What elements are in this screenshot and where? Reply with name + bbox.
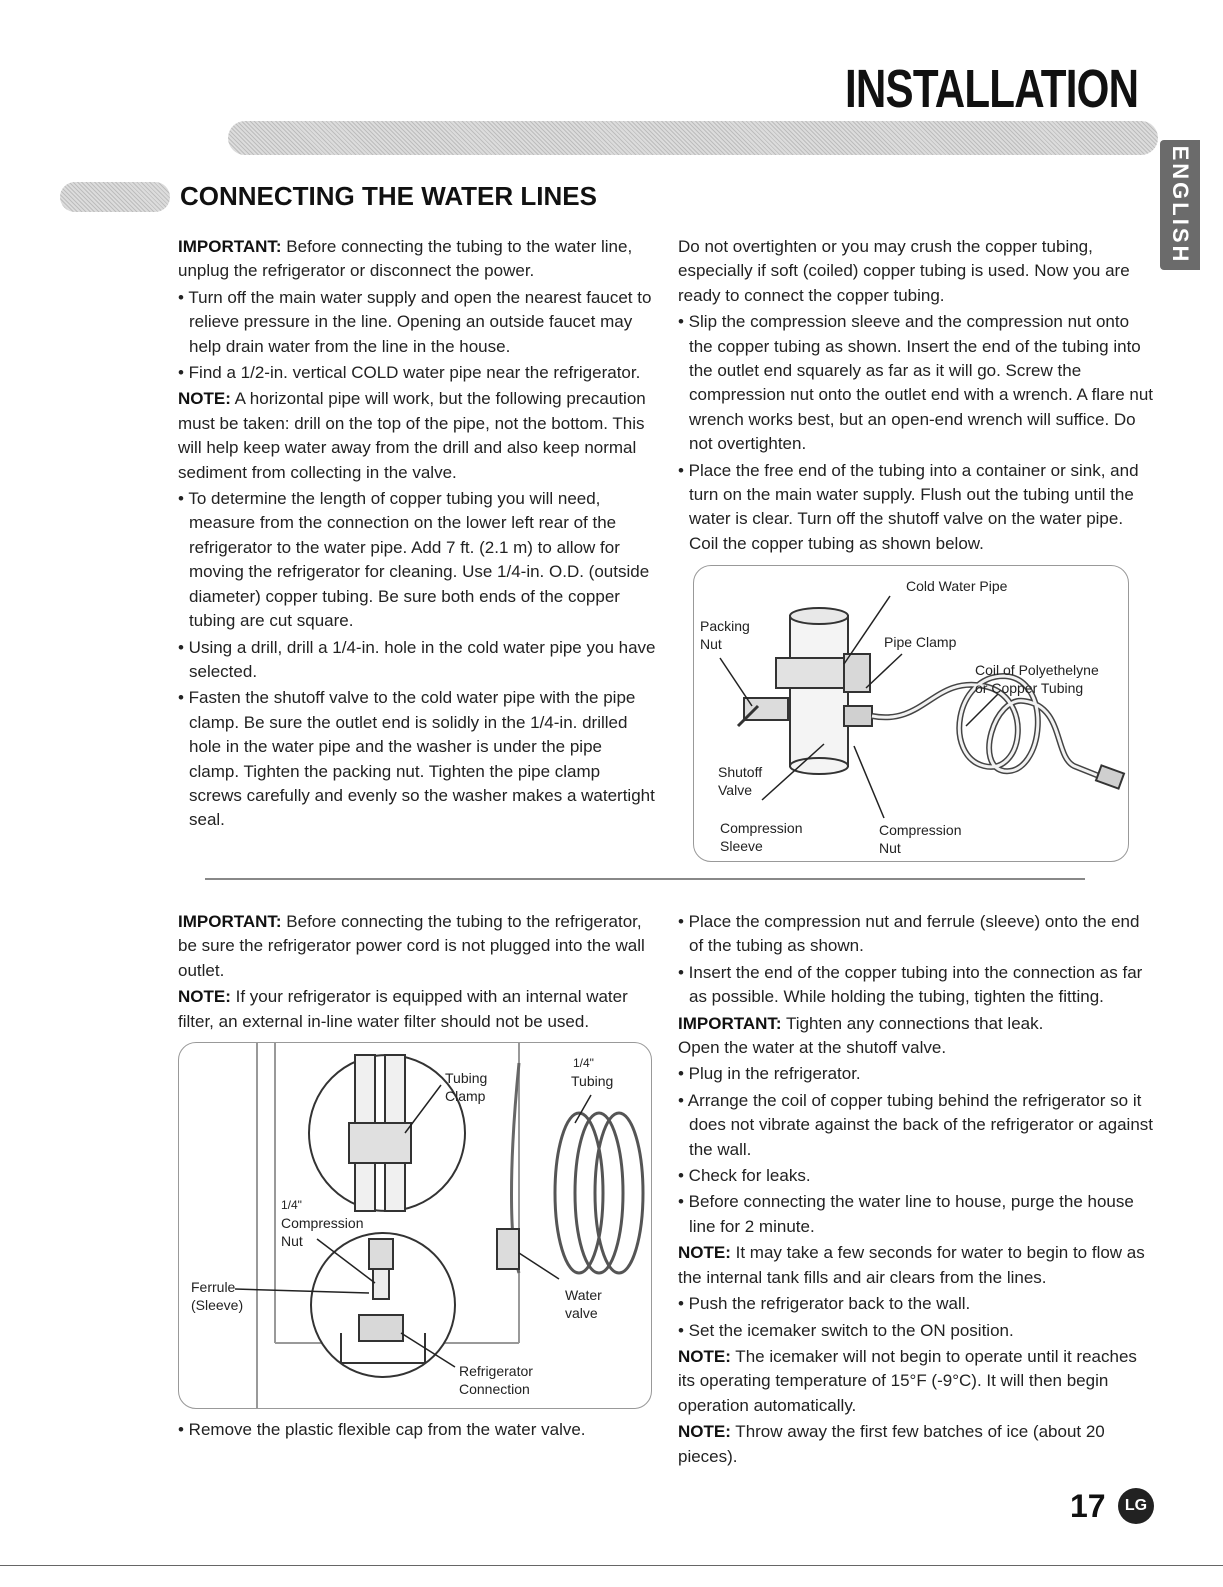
page-number: 17 — [1070, 1488, 1106, 1524]
label-nut: Nut — [700, 636, 722, 652]
note-paragraph — [678, 1345, 1153, 1418]
open-water-text: Open the water at the shutoff valve. — [678, 1038, 947, 1058]
label-pipe-clamp: Pipe Clamp — [884, 634, 957, 650]
label-refrigerator: Refrigerator — [459, 1363, 533, 1379]
important-text: Before connecting the tubing to the water line, unplug the refrigerator or disconnect the power. — [178, 237, 633, 281]
note-paragraph — [178, 387, 656, 485]
bullet-fasten-valve: • Fasten the shutoff valve to the cold water pipe with the pipe clamp. Be sure the outlet end is solidly in the 1/4-in. drilled hole in the water pipe and the washer is under the pipe clamp. Tighten the packing nut. Tighten the pipe clamp screws carefully and evenly so the washer makes a watertight seal. — [178, 688, 655, 830]
important-label: IMPORTANT: — [178, 237, 282, 256]
bottom-left-final-bullet — [178, 1418, 656, 1444]
label-shutoff: Shutoff — [718, 764, 763, 780]
note-text: If your refrigerator is equipped with an internal water filter, an external in-line water filter should not be used. — [178, 987, 628, 1031]
label-nut: Nut — [281, 1233, 303, 1249]
label-quarter-inch-tubing-size: 1/4" — [573, 1056, 594, 1070]
label-compression-nut-line2: Nut — [879, 840, 901, 856]
lg-logo — [1118, 1488, 1154, 1524]
label-compression-sleeve-line2: Sleeve — [720, 838, 763, 854]
note-paragraph — [178, 985, 656, 1034]
bullet-insert-tubing: • Insert the end of the copper tubing into the connection as far as possible. While holding the tubing, tighten the fitting. — [678, 962, 1143, 1007]
note-text: Throw away the first few batches of ice (about 20 pieces). — [678, 1422, 1105, 1466]
note-label: NOTE: — [178, 389, 231, 409]
bottom-left-column — [178, 910, 656, 1036]
label-connection: Connection — [459, 1381, 530, 1397]
label-compression-sleeve-line1: Compression — [720, 820, 803, 836]
note-label: NOTE: — [678, 1243, 731, 1263]
bullet-icemaker-on: • Set the icemaker switch to the ON position. — [678, 1320, 1014, 1340]
bullet-purge-line: • Before connecting the water line to house, purge the house line for 2 minute. — [678, 1192, 1134, 1236]
note-text: The icemaker will not begin to operate until it reaches its operating temperature of 15°F (-9°C). It will then begin operation automatically. — [678, 1346, 1137, 1415]
important-paragraph — [178, 910, 656, 983]
language-tab — [1160, 140, 1200, 270]
note-label: NOTE: — [178, 987, 231, 1007]
important-text: Before connecting the tubing to the refrigerator, be sure the refrigerator power cord is not plugged into the wall outlet. — [178, 912, 645, 980]
refrigerator-connection-illustration — [179, 1043, 651, 1408]
label-coil-line1: Coil of Polyethelyne — [975, 662, 1099, 678]
label-tubing-clamp-line2: Clamp — [445, 1088, 486, 1104]
bullet-check-leaks: • Check for leaks. — [678, 1166, 811, 1186]
shutoff-valve-figure — [693, 565, 1129, 862]
label-packing: Packing — [700, 618, 750, 634]
label-compression: Compression — [281, 1215, 364, 1231]
note-label: NOTE: — [678, 1422, 731, 1442]
page-header-title: INSTALLATION — [845, 59, 1139, 119]
page-bottom-rule — [0, 1565, 1223, 1566]
section-decorative-pill — [60, 182, 170, 212]
label-cold-water-pipe: Cold Water Pipe — [906, 578, 1008, 594]
note-paragraph — [678, 1241, 1153, 1290]
note-text: It may take a few seconds for water to begin to flow as the internal tank fills and air clears from the lines. — [678, 1243, 1145, 1287]
label-ferrule: Ferrule — [191, 1279, 236, 1295]
important-paragraph — [178, 235, 656, 284]
label-sleeve: (Sleeve) — [191, 1297, 244, 1313]
top-left-column — [178, 235, 656, 835]
label-compression-nut-line1: Compression — [879, 822, 962, 838]
bullet-place-nut-ferrule: • Place the compression nut and ferrule (sleeve) onto the end of the tubing as shown. — [678, 912, 1140, 956]
overtighten-paragraph: Do not overtighten or you may crush the copper tubing, especially if soft (coiled) copper tubing is used. Now you are ready to connect the copper tubing. — [678, 237, 1130, 305]
bullet-plug-in: • Plug in the refrigerator. — [678, 1064, 861, 1084]
bullet-remove-cap: • Remove the plastic flexible cap from the water valve. — [178, 1420, 586, 1439]
label-tubing: Tubing — [571, 1073, 614, 1089]
label-quarter-inch-nut-size: 1/4" — [281, 1198, 302, 1212]
label-valve: Valve — [718, 782, 752, 798]
label-water: Water — [565, 1287, 602, 1303]
section-title: CONNECTING THE WATER LINES — [180, 181, 597, 211]
bottom-right-column — [678, 910, 1153, 1471]
label-valve: valve — [565, 1305, 598, 1321]
bullet-turn-off-water: • Turn off the main water supply and open the nearest faucet to relieve pressure in the line. Opening an outside faucet may help drain water from the line in the house. — [178, 287, 652, 356]
bullet-slip-sleeve: • Slip the compression sleeve and the compression nut onto the copper tubing as shown. Insert the end of the tubing into the outlet end squarely as far as it will go. Screw the compression nut onto the outlet end with a wrench. A flare nut wrench works best, but an open-end wrench will suffice. Do not overtighten. — [678, 312, 1154, 454]
label-tubing-clamp-line1: Tubing — [445, 1070, 488, 1086]
shutoff-valve-illustration — [694, 566, 1128, 861]
section-divider — [205, 878, 1085, 880]
bullet-drill-hole: • Using a drill, drill a 1/4-in. hole in the cold water pipe you have selected. — [178, 637, 656, 681]
note-label: NOTE: — [678, 1346, 731, 1366]
important-label: IMPORTANT: — [178, 912, 282, 931]
bullet-flush-tubing: • Place the free end of the tubing into a container or sink, and turn on the main water supply. Flush out the tubing until the water is clear. Turn off the shutoff valve on the water pipe. Coil the copper tubing as shown below. — [678, 460, 1139, 553]
label-coil-line2: or Copper Tubing — [975, 680, 1084, 696]
language-tab-label: ENGLISH — [1168, 145, 1193, 265]
important-paragraph — [678, 1012, 1153, 1061]
refrigerator-connection-figure — [178, 1042, 652, 1409]
note-text: A horizontal pipe will work, but the following precaution must be taken: drill on the top of the pipe, not the bottom. This will help keep water away from the drill and also keep normal sediment from collecting in the valve. — [178, 389, 646, 482]
bullet-find-pipe: • Find a 1/2-in. vertical COLD water pipe near the refrigerator. — [178, 363, 641, 383]
bullet-push-back: • Push the refrigerator back to the wall. — [678, 1294, 971, 1314]
bullet-arrange-coil: • Arrange the coil of copper tubing behind the refrigerator so it does not vibrate against the back of the refrigerator or against the wall. — [678, 1090, 1153, 1159]
header-decorative-bar — [228, 121, 1158, 155]
bullet-tubing-length: • To determine the length of copper tubing you will need, measure from the connection on the lower left rear of the refrigerator to the water pipe. Add 7 ft. (2.1 m) to allow for moving the refrigerator for cleaning. Use 1/4-in. O.D. (outside diameter) copper tubing. Be sure both ends of the copper tubing are cut square. — [178, 489, 650, 631]
important-text: Tighten any connections that leak. — [781, 1013, 1044, 1033]
top-right-column — [678, 235, 1153, 558]
note-paragraph — [678, 1420, 1153, 1469]
lg-logo-text: LG — [1124, 1497, 1148, 1514]
important-label: IMPORTANT: — [678, 1013, 782, 1033]
